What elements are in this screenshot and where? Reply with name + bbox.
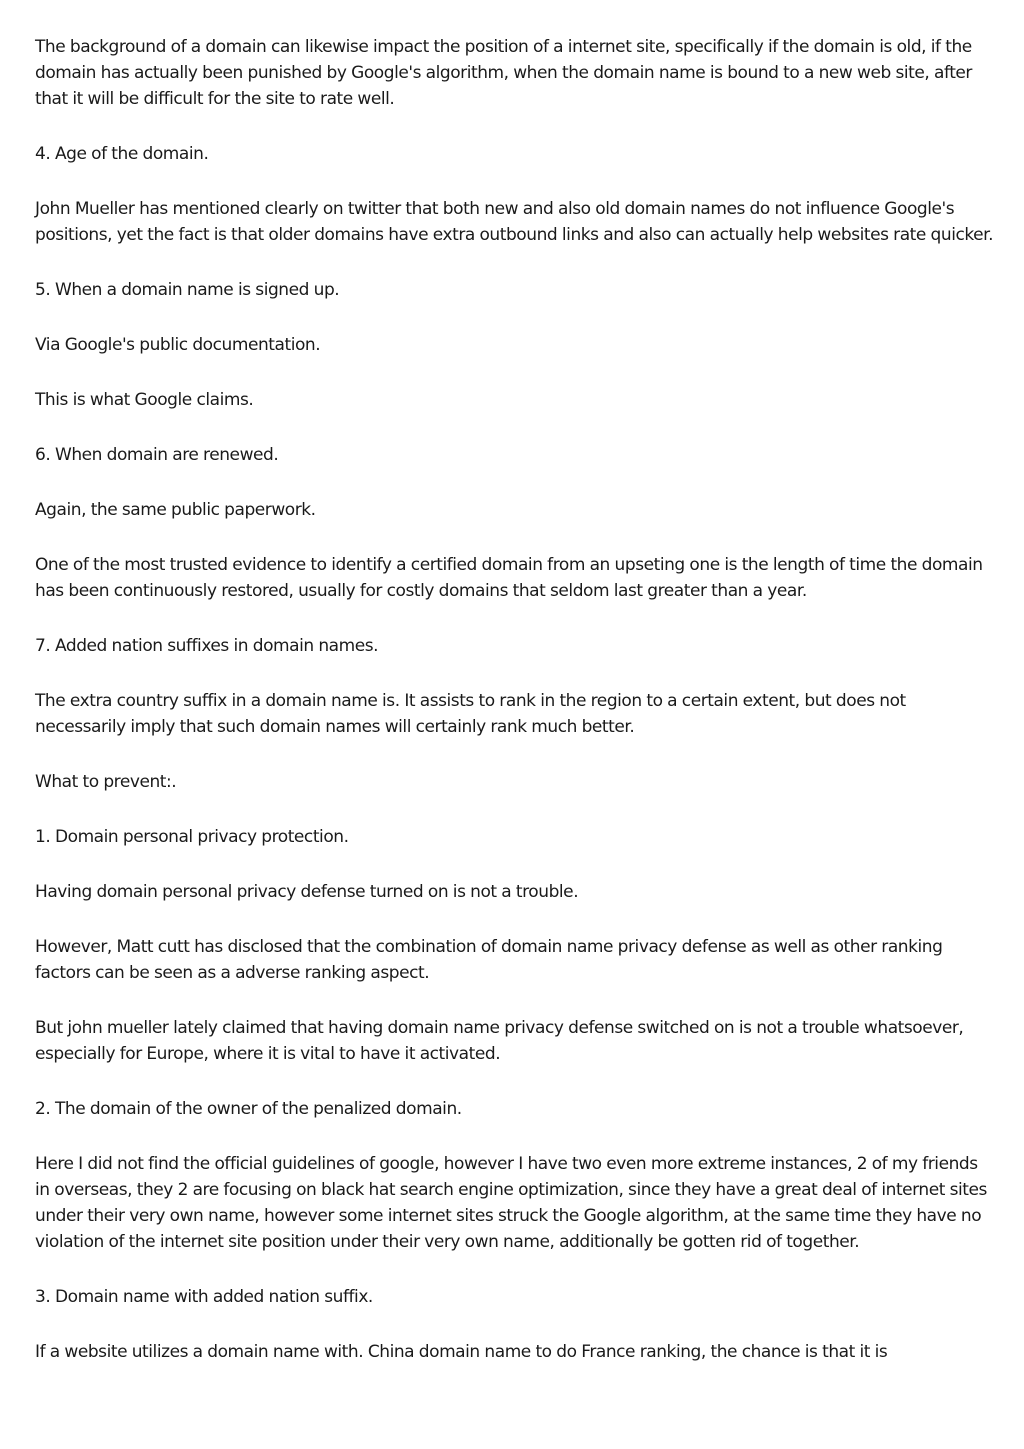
paragraph-trusted-evidence: One of the most trusted evidence to identify a certified domain from an upseting one is the length of time the domain has been continuously restored, usually for costly domains that seldom last greater than a year. xyxy=(35,555,983,601)
document-body xyxy=(35,34,995,1394)
heading-privacy-protection: 1. Domain personal privacy protection. xyxy=(35,827,349,847)
paragraph-google-claims: This is what Google claims. xyxy=(35,390,254,410)
paragraph-public-documentation: Via Google's public documentation. xyxy=(35,335,321,355)
heading-added-nation-suffix: 3. Domain name with added nation suffix. xyxy=(35,1287,373,1307)
paragraph-china-france: If a website utilizes a domain name with. China domain name to do France ranking, the chance is that it is xyxy=(35,1342,888,1362)
heading-age-of-domain: 4. Age of the domain. xyxy=(35,144,209,164)
paragraph-john-mueller-privacy: But john mueller lately claimed that having domain name privacy defense switched on is not a trouble whatsoever, especially for Europe, where it is vital to have it activated. xyxy=(35,1018,964,1064)
paragraph-country-suffix: The extra country suffix in a domain name is. It assists to rank in the region to a certain extent, but does not necessarily imply that such domain names will certainly rank much better. xyxy=(35,691,906,737)
paragraph-black-hat-instances: Here I did not find the official guidelines of google, however I have two even more extreme instances, 2 of my friends in overseas, they 2 are focusing on black hat search engine optimization, since they have a great deal of internet sites under their very own name, however some internet sites struck the Google algorithm, at the same time they have no violation of the internet site position under their very own name, additionally be gotten rid of together. xyxy=(35,1154,987,1252)
paragraph-domain-background: The background of a domain can likewise impact the position of a internet site, specifically if the domain is old, if the domain has actually been punished by Google's algorithm, when the domain name is bound to a new web site, after that it will be difficult for the site to rate well. xyxy=(35,37,972,109)
heading-penalized-owner: 2. The domain of the owner of the penalized domain. xyxy=(35,1099,462,1119)
heading-domain-renewed: 6. When domain are renewed. xyxy=(35,445,279,465)
paragraph-matt-cutt: However, Matt cutt has disclosed that the combination of domain name privacy defense as well as other ranking factors can be seen as a adverse ranking aspect. xyxy=(35,937,943,983)
heading-domain-signed-up: 5. When a domain name is signed up. xyxy=(35,280,340,300)
paragraph-john-mueller-age: John Mueller has mentioned clearly on twitter that both new and also old domain names do not influence Google's positions, yet the fact is that older domains have extra outbound links and also can actually help websites rate quicker. xyxy=(35,199,994,245)
heading-what-to-prevent: What to prevent:. xyxy=(35,772,177,792)
paragraph-privacy-not-trouble: Having domain personal privacy defense turned on is not a trouble. xyxy=(35,882,579,902)
paragraph-same-paperwork: Again, the same public paperwork. xyxy=(35,500,316,520)
heading-nation-suffixes: 7. Added nation suffixes in domain names. xyxy=(35,636,379,656)
